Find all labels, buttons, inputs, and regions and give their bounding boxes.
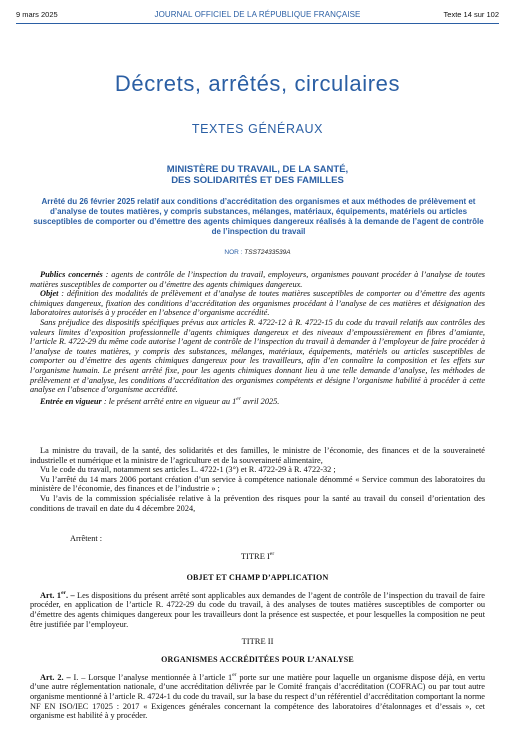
publics-paragraph [30,270,485,289]
preamble-block [30,446,485,513]
article-1-label: Art. 1er. – [40,590,75,600]
nor-label: NOR : [224,249,243,256]
nor-reference [0,249,515,256]
vu-paragraph-2: Vu l’arrêté du 14 mars 2006 portant création d’un service à compétence nationale dénommé « Service commun des laboratoires du ministère de l’économie, des finances et de l’industrie » ; [30,474,485,494]
ministry-heading [0,164,515,186]
entree-label: Entrée en vigueur [40,396,102,406]
publics-label: Publics concernés [40,270,103,279]
nor-value: TSST2433539A [244,249,291,256]
objet-text: : définition des modalités de prélèvement et d’analyse de toutes matières susceptibles de comporter ou d’émettre des agents chimiques dangereux, fixation des conditions d’accréditation des organismes procédant à l’analyse de ces matières et désignation des laboratoires autorisés à y procéder en l’absence d’organisme accrédité. [30,289,485,318]
header-rule [16,23,499,24]
header-journal: JOURNAL OFFICIEL DE LA RÉPUBLIQUE FRANÇAISE [154,10,361,19]
titre-2-heading: ORGANISMES ACCRÉDITÉES POUR L’ANALYSE [161,655,354,664]
preamble-paragraph: La ministre du travail, de la santé, des solidarités et des familles, le ministre de l’économie, des finances et de la souveraineté industrielle et numérique et la ministre de l’agriculture et de la souveraineté alimentaire, [30,446,485,465]
notice-block [30,270,485,406]
titre-2-label: TITRE II [241,636,274,646]
ministry-line-1: MINISTÈRE DU TRAVAIL, DE LA SANTÉ, [166,164,349,175]
header-text-number: Texte 14 sur 102 [443,10,499,19]
article-2-text: I. – Lorsque l’analyse mentionnée à l’article 1 [70,672,233,682]
publics-text: : agents de contrôle de l’inspection du travail, employeurs, organismes pouvant procéder à l’analyse de toutes matières susceptibles de comporter ou d’émettre des agents chimiques dangereux. [30,270,485,289]
decree-title: Arrêté du 26 février 2025 relatif aux conditions d’accréditation des organismes et aux méthodes de prélèvement et d’analyse de toutes matières, y compris substances, mélanges, matériaux, équipements, matériels ou articles susceptibles de comporter ou d’émettre des agents chimiques dangereux réalisés à la demande de l’agent de contrôle de l’inspection du travail [33,197,484,236]
section-title: TEXTES GÉNÉRAUX [191,122,324,136]
page-title: Décrets, arrêtés, circulaires [114,71,401,96]
running-header [16,10,499,22]
entree-paragraph: Entrée en vigueur : le présent arrêté entre en vigueur au 1er avril 2025. [40,395,280,406]
titre-1-heading: OBJET ET CHAMP D’APPLICATION [186,573,329,582]
vu-paragraph-3: Vu l’avis de la commission spécialisée relative à la prévention des risques pour la santé au travail du conseil d’orientation des conditions de travail en date du 4 décembre 2024, [30,493,485,513]
ministry-line-2: DES SOLIDARITÉS ET DES FAMILLES [171,175,344,186]
titre-1-label: TITRE Ier [240,551,275,561]
article-1-text: Les dispositions du présent arrêté sont applicables aux demandes de l’agent de contrôle de l’inspection du travail de faire procéder, en application de l’article R. 4722-29 du code du travail, à des analyses de toutes matières susceptibles de comporter ou d’émettre des agents chimiques dangereux pour les travailleurs dont la présence est suspectée, et pour lesquelles la composition ne peut être justifiée par l’employeur. [30,590,485,629]
header-date: 9 mars 2025 [16,10,58,19]
objet-label: Objet [40,289,59,299]
notice-paragraph: Sans préjudice des dispositifs spécifiques prévus aux articles R. 4722-12 à R. 4722-15 du code du travail relatifs aux contrôles des valeurs limites d’exposition professionnelle d’agents chimiques dangereux et des niveaux d’empoussièrement en fibres d’amiante, l’article R. 4722-29 du même code autorise l’agent de contrôle de l’inspection du travail à demander à l’employeur de faire procéder à l’analyse de toutes matières, y compris des substances, mélanges, matériaux, équipements, matériels ou articles susceptibles de comporter ou d’émettre des agents chimiques dangereux pour les travailleurs, afin d’en connaître la composition et les effets sur l’organisme humain. Le présent arrêté fixe, pour les agents chimiques donnant lieu à une telle demande d’analyse, les méthodes de prélèvement et d’analyse, les conditions d’accréditation des organismes compétents et désigne l’organisme habilité à procéder à cette analyse en l’absence d’organisme accrédité. [30,317,485,395]
article-1 [30,589,485,629]
article-2: Art. 2. – I. – Lorsque l’analyse mentionnée à l’article 1er porte sur une matière pour laquelle un organisme dispose déjà, en vertu d’une autre réglementation nationale, d’une accréditation délivrée par le Comité français d’accréditation (COFRAC) ou par tout autre organisme mentionné à l’article R. 4724-1 du code du travail, sur la base du respect d’un référentiel d’accréditation comportant la norme NF EN ISO/IEC 17025 : 2017 « Exigences générales concernant la compétence des laboratoires d’étalonnages et d’essais », cet organisme est habilité à y procéder. [30,672,485,721]
arretent-line: Arrêtent : [70,534,103,543]
objet-paragraph [30,289,485,318]
article-2-label: Art. 2. – [40,672,71,682]
vu-paragraph-1: Vu le code du travail, notamment ses articles L. 4722-1 (3°) et R. 4722-29 à R. 4722-32 ; [40,465,336,475]
